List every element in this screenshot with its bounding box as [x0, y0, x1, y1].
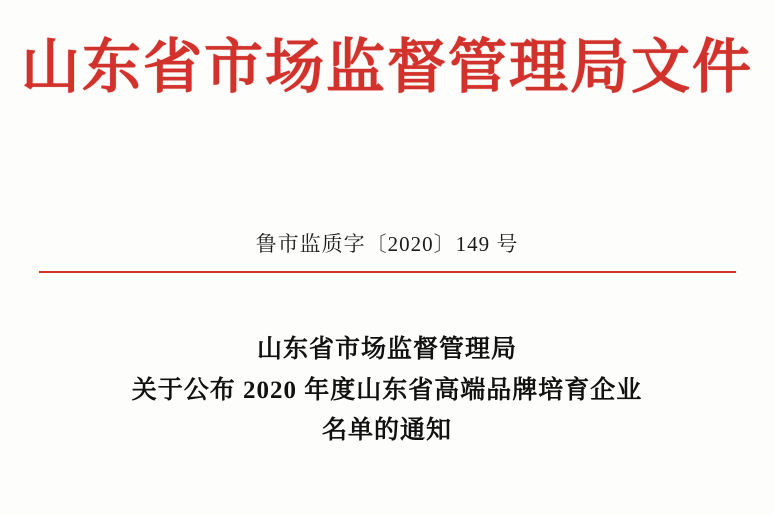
document-title	[0, 330, 774, 452]
title-line-2: 关于公布 2020 年度山东省高端品牌培育企业	[131, 376, 643, 404]
title-line-3: 名单的通知	[321, 417, 452, 444]
title-line-1: 山东省市场监督管理局	[256, 336, 517, 363]
red-divider-rule	[39, 271, 736, 273]
document-number: 鲁市监质字〔2020〕149 号	[255, 232, 519, 256]
masthead-title: 山东省市场监督管理局文件	[20, 34, 753, 100]
